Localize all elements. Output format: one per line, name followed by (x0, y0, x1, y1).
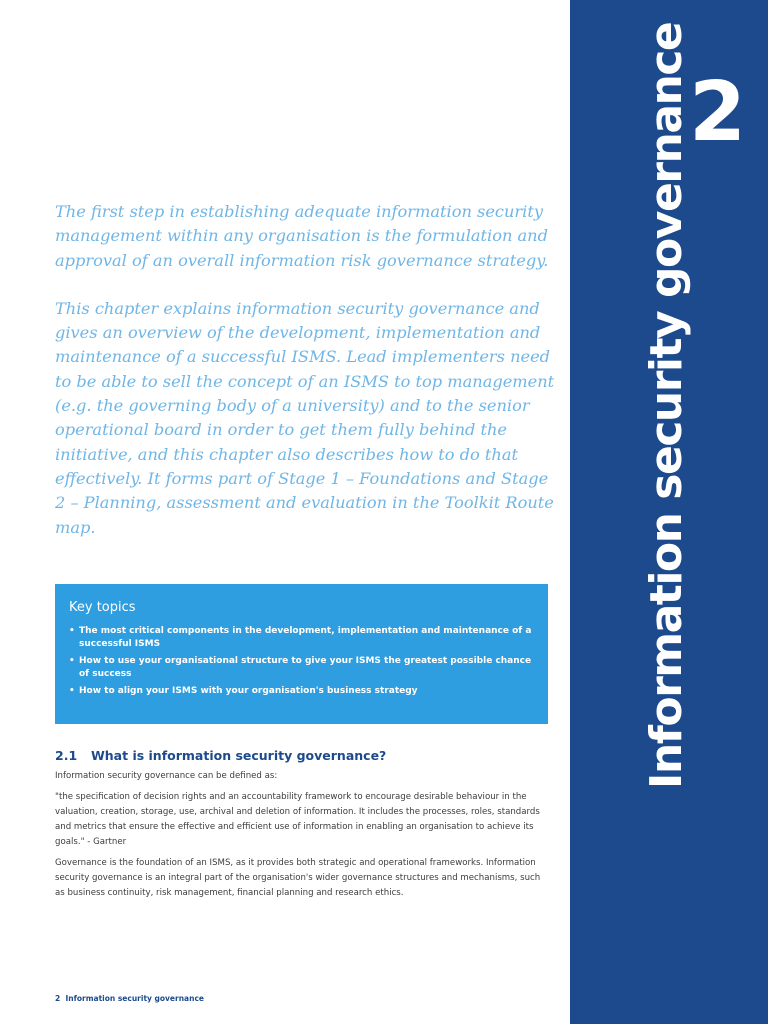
key-topic-item (69, 685, 534, 698)
key-topic-item (69, 625, 534, 650)
chapter-title: Information security governance (641, 22, 692, 789)
key-topic-text: How to align your ISMS with your organisation's business strategy (79, 686, 418, 696)
key-topic-item (69, 655, 534, 680)
key-topic-text: The most critical components in the development, implementation and maintenance of a successful ISMS (79, 626, 532, 649)
chapter-sidebar (570, 0, 768, 1024)
intro-paragraph: The first step in establishing adequate information security management within any organisation is the formulation and approval of an overall information risk governance strategy. (55, 202, 549, 270)
section-number: 2.1 (55, 748, 78, 763)
key-topics-list (69, 625, 534, 698)
section-title: What is information security governance? (91, 748, 387, 763)
footer-running-title: Information security governance (65, 994, 204, 1003)
page-footer (55, 994, 204, 1003)
bullet-icon: • (69, 626, 75, 636)
key-topics-heading: Key topics (69, 600, 136, 615)
key-topics-box (55, 584, 548, 724)
body-paragraph: Governance is the foundation of an ISMS, as it provides both strategic and operational frameworks. Information security governance is an integral part of the organisation's wider governance structures and mechanisms, such as business continuity, risk management, financial planning and research ethics. (55, 858, 541, 898)
bullet-icon: • (69, 656, 75, 666)
key-topic-text: How to use your organisational structure to give your ISMS the greatest possible chance of success (79, 656, 532, 679)
intro-paragraph: This chapter explains information security governance and gives an overview of the development, implementation and maintenance of a successful ISMS. Lead implementers need to be able to sell the concept of an ISMS to top management (e.g. the governing body of a university) and to the senior operational board in order to get them fully behind the initiative, and this chapter also describes how to do that effectively. It forms part of Stage 1 – Foundations and Stage 2 – Planning, assessment and evaluation in the Toolkit Route map. (55, 298, 555, 537)
section-2-1 (55, 748, 550, 907)
bullet-icon: • (69, 686, 75, 696)
footer-page-number: 2 (55, 994, 61, 1003)
body-quote: "the specification of decision rights and an accountability framework to encourage desirable behaviour in the valuation, creation, storage, use, archival and deletion of information. It includes the processes, roles, standards and metrics that ensure the effective and efficient use of information in enabling an organisation to achieve its goals." - Gartner (55, 792, 540, 847)
section-heading (55, 748, 550, 763)
chapter-introduction (55, 200, 560, 564)
chapter-number: 2 (688, 65, 746, 160)
body-paragraph: Information security governance can be defined as: (55, 771, 278, 781)
